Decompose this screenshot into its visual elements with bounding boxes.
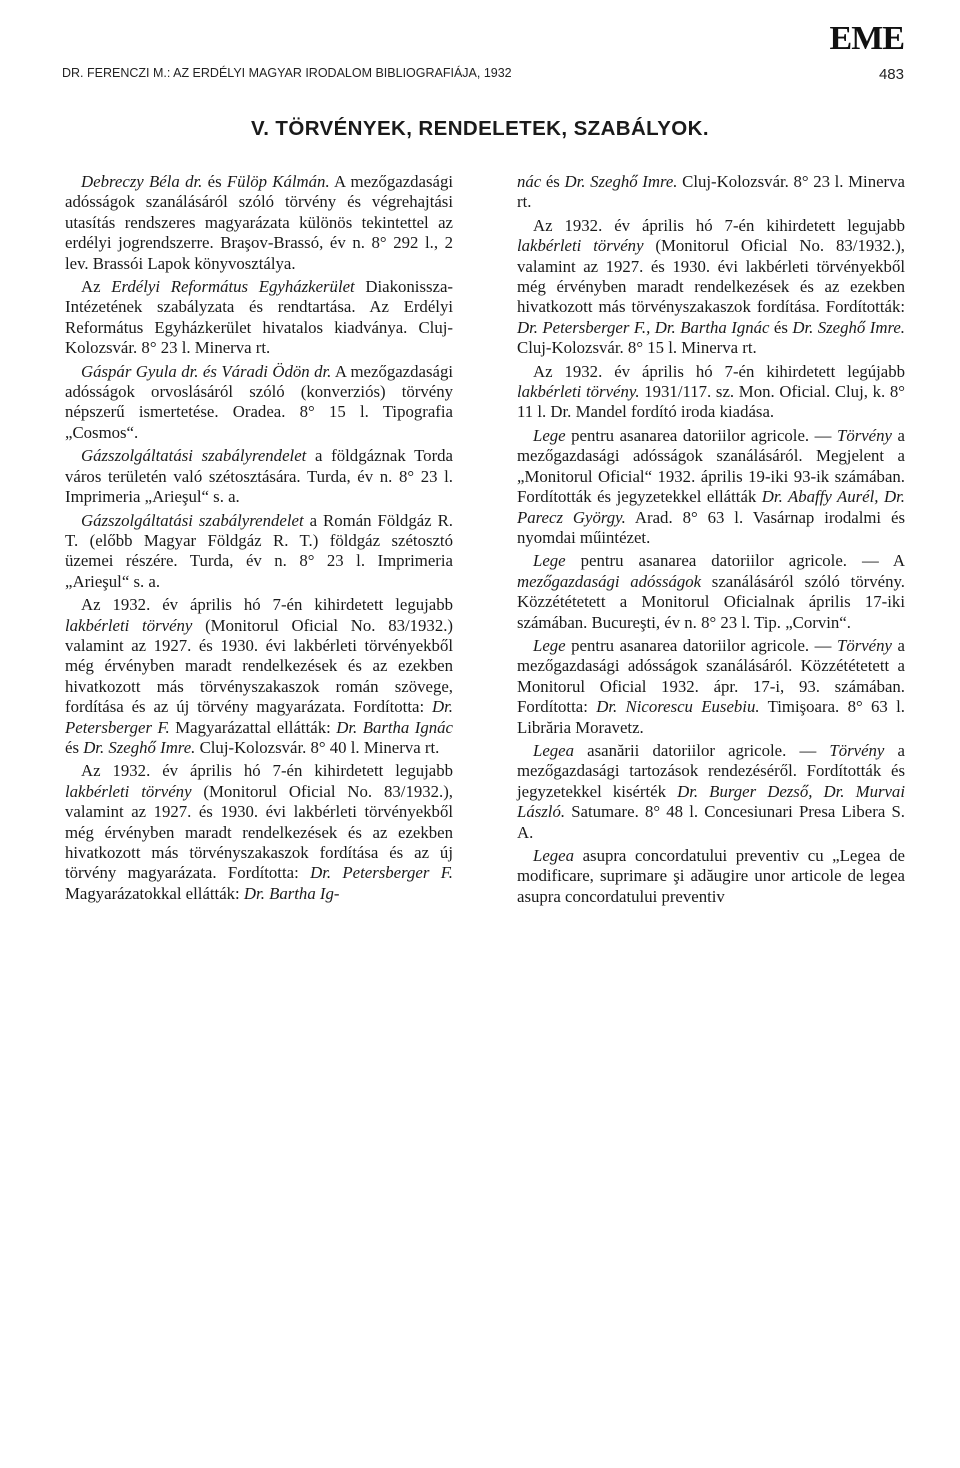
entry-text: a Román Földgáz R. T. (előbb Magyar Földgáz R. T.) földgáz szétosztó üzemei részére. Turda, év n. 8° 23 l. Imprimeria „Arieşul“ s. a. — [65, 510, 453, 591]
entry-text: A mezőgazdasági adósságok orvoslásáról szóló (konverziós) törvény népszerű ismertetése. Oradea. 8° 15 l. Tipografia „Cosmos“. — [65, 361, 454, 442]
entry-italic-text: Dr. Bartha Ig- — [243, 883, 340, 903]
entry-italic-text: Legea — [533, 740, 575, 760]
bibliography-entry — [65, 595, 453, 758]
bibliography-entry — [517, 216, 905, 359]
entry-text: A mezőgazdasági adósságok szanálásáról szóló törvény és végrehajtási utasítás rendszeres magyarázata különös tekintettel az erdélyi jogrendszerre. Braşov-Brassó, év n. 8° 292 l., 2 lev. Brassói Lapok könyvosztálya. — [65, 172, 454, 273]
bibliography-entry — [517, 362, 905, 423]
entry-italic-text: Dr. Nicorescu Eusebiu. — [596, 697, 760, 717]
entry-italic-text: Dr. Petersberger F., Dr. Bartha Ignác — [517, 317, 770, 337]
entry-text: Cluj-Kolozsvár. 8° 23 l. Minerva rt. — [517, 172, 905, 212]
bibliography-entry — [517, 172, 905, 213]
entry-italic-text: Törvény — [829, 740, 885, 760]
entry-text: Timişoara. 8° 63 l. Librăria Moravetz. — [517, 697, 905, 737]
entry-italic-text: Törvény — [836, 425, 892, 445]
entry-italic-text: Fülöp Kálmán. — [226, 172, 330, 191]
entry-text: és — [65, 737, 84, 757]
entry-italic-text: lakbérleti törvény — [65, 781, 192, 801]
entry-text: asupra concordatului preventiv cu „Legea de modificare, suprimare şi adăugire unor articole de legea asupra concordatului preventiv — [517, 846, 905, 906]
running-header — [62, 66, 904, 83]
entry-italic-text: Lege — [533, 551, 566, 571]
bibliography-entry — [65, 511, 453, 593]
entry-text: Satumare. 8° 48 l. Concesiunari Presa Libera S. A. — [517, 802, 905, 842]
page-number: 483 — [878, 66, 904, 83]
entry-text: Az 1932. év április hó 7-én kihirdetett legújabb — [533, 361, 905, 381]
entry-italic-text: Dr. Petersberger F. — [310, 863, 453, 883]
entry-text: Diakonissza-Intézetének szabályzata és rendtartása. Az Erdélyi Református Egyházkerület hivatalos kiadványa. Cluj-Kolozsvár. 8° 23 l. Minerva rt. — [65, 277, 454, 358]
entry-text: Cluj-Kolozsvár. 8° 40 l. Minerva rt. — [195, 737, 440, 757]
left-column — [65, 172, 453, 907]
bibliography-entry — [65, 446, 453, 507]
entry-text: pentru asanarea datoriilor agricole. — — [565, 425, 837, 445]
entry-italic-text: Legea — [533, 846, 575, 865]
entry-text: Magyarázatokkal ellátták: — [65, 883, 244, 903]
entry-text: (Monitorul Oficial No. 83/1932.), valamint az 1927. és 1930. évi lakbérleti törvényekből még érvényben maradt rendelkezések és az ezekben hivatkozott más törvényszakaszok fordítása és az új törvény magyarázata. Fordította: — [65, 781, 453, 883]
entry-italic-text: Dr. Burger Dezső, Dr. Murvai László. — [517, 781, 905, 822]
bibliography-entry — [517, 741, 905, 843]
entry-text: Az 1932. év április hó 7-én kihirdetett legujabb — [81, 595, 453, 615]
bibliography-entry — [517, 636, 905, 738]
entry-text: (Monitorul Oficial No. 83/1932.) valamint az 1927. és 1930. évi lakbérleti törvényekből még érvényben maradt rendelkezések és az ezekben hivatkozott más törvényszakaszok román szövege, fordítása és az új törvény magyarázata. Fordította: — [65, 615, 453, 717]
entry-italic-text: mezőgazdasági adósságok — [517, 571, 702, 591]
bibliography-entry — [517, 551, 905, 633]
entry-italic-text: lakbérleti törvény — [65, 615, 193, 635]
entry-italic-text: Gáspár Gyula dr. és Váradi Ödön dr. — [81, 361, 332, 381]
entry-italic-text: Gázszolgáltatási szabályrendelet — [81, 510, 304, 530]
entry-italic-text: Dr. Bartha Ignác — [336, 717, 454, 737]
entry-italic-text: Debreczy Béla dr. — [81, 172, 203, 191]
entry-text: Magyarázattal ellátták: — [169, 717, 337, 737]
publisher-logo: EME — [829, 20, 904, 57]
bibliography-entry — [65, 277, 453, 359]
entry-italic-text: Dr. Szeghő Imre. — [792, 317, 905, 337]
entry-text: 1931/117. sz. Mon. Oficial. Cluj, k. 8° 11 l. Dr. Mandel fordító iroda kiadása. — [517, 382, 905, 422]
entry-text: és — [541, 172, 565, 191]
entry-text: és — [202, 172, 227, 191]
entry-italic-text: Törvény — [836, 635, 892, 655]
entry-text: és — [769, 317, 793, 337]
entry-text: pentru asanarea datoriilor agricole. — — [565, 635, 837, 655]
bibliography-entry — [517, 426, 905, 548]
entry-text: a mezőgazdasági adósságok szanálásáról. Közzététetett a Monitorul Oficial 1932. ápr. 17-i, 93. számában. Fordította: — [517, 635, 905, 717]
bibliography-entry — [517, 846, 905, 907]
entry-italic-text: lakbérleti törvény. — [517, 382, 640, 402]
bibliography-entry — [65, 172, 453, 274]
entry-italic-text: nác — [517, 172, 542, 191]
entry-text: a mezőgazdasági adósságok szanálásáról. Megjelent a „Monitorul Oficial“ 1932. április 19-iki 93-ik számában. Fordították és jegyzetekkel ellátták — [517, 425, 905, 507]
entry-text: asanării datoriilor agricole. — — [574, 740, 830, 760]
entry-italic-text: Dr. Szeghő Imre. — [83, 737, 196, 757]
entry-text: Arad. 8° 63 l. Vasárnap irodalmi és nyomdai műintézet. — [517, 507, 905, 547]
entry-italic-text: Dr. Abaffy Aurél, Dr. Parecz György. — [517, 487, 905, 527]
section-title: V. TÖRVÉNYEK, RENDELETEK, SZABÁLYOK. — [251, 117, 709, 140]
bibliography-entry — [65, 761, 453, 904]
entry-text: Cluj-Kolozsvár. 8° 15 l. Minerva rt. — [517, 338, 757, 358]
entry-italic-text: Lege — [533, 425, 566, 445]
right-column — [517, 172, 905, 910]
entry-text: (Monitorul Oficial No. 83/1932.), valamint az 1927. és 1930. évi lakbérleti törvényekből még érvényben maradt rendelkezések és az ezekben hivatkozott más törvényszakaszok fordítása. Fordították: — [517, 236, 905, 317]
entry-text: a földgáznak Torda város területén való szétosztására. Turda, év n. 8° 23 l. Imprimeria „Arieşul“ s. a. — [65, 446, 454, 507]
entry-text: pentru asanarea datoriilor agricole. — A — [565, 551, 905, 571]
entry-italic-text: Erdélyi Református Egyházkerület — [111, 277, 355, 297]
entry-text: a mezőgazdasági tartozások rendezéséről. Fordították és jegyzetekkel kisérték — [517, 740, 905, 801]
entry-italic-text: Dr. Petersberger F. — [65, 697, 453, 737]
entry-text: szanálásáról szóló törvény. Közzététetett a Monitorul Oficialnak április 17-iki számában. Bucureşti, év n. 8° 23 l. Tip. „Corvin“. — [517, 571, 905, 632]
entry-text: Az 1932. év április hó 7-én kihirdetett legujabb — [533, 215, 905, 235]
entry-italic-text: Gázszolgáltatási szabályrendelet — [81, 446, 307, 466]
entry-text: Az — [81, 277, 112, 297]
entry-text: Az 1932. év április hó 7-én kihirdetett legujabb — [81, 761, 453, 781]
entry-italic-text: lakbérleti törvény — [517, 236, 644, 256]
entry-italic-text: Dr. Szeghő Imre. — [564, 172, 678, 191]
entry-italic-text: Lege — [533, 635, 566, 655]
bibliography-entry — [65, 362, 453, 444]
running-title: DR. FERENCZI M.: AZ ERDÉLYI MAGYAR IRODALOM BIBLIOGRAFIÁJA, 1932 — [62, 66, 512, 80]
